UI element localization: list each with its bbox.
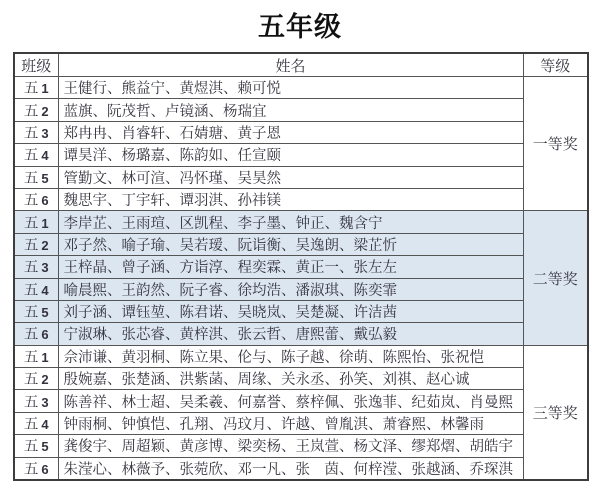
class-grade-label: 五 (23, 215, 39, 232)
names-cell: 刘子涵、谭钰堃、陈君诺、吴晓岚、吴楚凝、许洁茜 (58, 300, 523, 322)
names-cell: 管勤文、林可渲、冯怀瑾、吴昊然 (58, 166, 523, 188)
class-number: 3 (41, 260, 49, 276)
class-cell (14, 345, 58, 367)
page-title: 五年级 (258, 12, 342, 42)
class-grade-label: 五 (23, 372, 39, 389)
class-number: 1 (41, 81, 49, 97)
class-cell (14, 300, 58, 322)
award-cell: 一等奖 (523, 77, 588, 211)
class-grade-label: 五 (23, 81, 39, 98)
class-cell (14, 278, 58, 300)
names-cell: 朱滢心、林薇予、张菀欣、邓一凡、张 茵、何梓滢、张越涵、乔琛淇 (58, 457, 523, 480)
table-row (14, 457, 588, 480)
class-grade-label: 五 (23, 237, 39, 254)
header-class: 班级 (14, 53, 58, 77)
table-row (14, 211, 588, 233)
class-cell (14, 435, 58, 457)
names-cell: 喻晨熙、王韵然、阮子睿、徐均浩、潘淑琪、陈奕霏 (58, 278, 523, 300)
header-row (14, 53, 588, 77)
class-cell (14, 166, 58, 188)
table-row (14, 435, 588, 457)
names-cell: 陈善祥、林士超、吴柔羲、何嘉誉、蔡梓佩、张逸菲、纪茹岚、肖曼熙 (58, 390, 523, 412)
table-row (14, 144, 588, 166)
names-cell: 钟雨桐、钟慎恺、孔翔、冯玟月、许越、曾胤淇、萧睿熙、林馨雨 (58, 412, 523, 434)
class-grade-label: 五 (23, 148, 39, 165)
class-number: 2 (41, 103, 49, 119)
class-cell (14, 390, 58, 412)
class-number: 1 (41, 215, 49, 231)
class-number: 4 (41, 282, 49, 298)
class-cell (14, 323, 58, 345)
names-cell: 宁淑琳、张芯睿、黄梓淇、张云哲、唐熙蕾、戴弘毅 (58, 323, 523, 345)
names-cell: 王健行、熊益宁、黄煜淇、赖可悦 (58, 77, 523, 99)
class-grade-label: 五 (23, 282, 39, 299)
class-grade-label: 五 (23, 305, 39, 322)
class-cell (14, 233, 58, 255)
class-cell (14, 256, 58, 278)
class-cell (14, 368, 58, 390)
header-award: 等级 (523, 53, 588, 77)
class-number: 6 (41, 193, 49, 209)
class-number: 2 (41, 372, 49, 388)
class-grade-label: 五 (23, 327, 39, 344)
table-row (14, 99, 588, 121)
award-cell: 二等奖 (523, 211, 588, 345)
table-row (14, 77, 588, 99)
class-grade-label: 五 (23, 193, 39, 210)
names-cell: 郑冉冉、肖睿轩、石婧瑭、黄子恩 (58, 121, 523, 143)
class-number: 1 (41, 349, 49, 365)
names-cell: 龚俊宇、周超颖、黄彦博、梁奕杨、王岚萱、杨文泽、缪郑熠、胡皓宇 (58, 435, 523, 457)
table-row (14, 412, 588, 434)
names-cell: 王梓晶、曾子涵、方诣淳、程奕霖、黄正一、张左左 (58, 256, 523, 278)
class-number: 3 (41, 394, 49, 410)
class-cell (14, 77, 58, 99)
names-cell: 邓子然、喻子瑜、吴若瑷、阮诣衡、吴逸朗、梁芷忻 (58, 233, 523, 255)
class-cell (14, 457, 58, 480)
table-row (14, 323, 588, 345)
class-grade-label: 五 (23, 439, 39, 456)
header-names: 姓名 (58, 53, 523, 77)
class-cell (14, 188, 58, 210)
table-row (14, 188, 588, 210)
class-number: 4 (41, 417, 49, 433)
table-row (14, 390, 588, 412)
class-cell (14, 99, 58, 121)
class-number: 6 (41, 461, 49, 477)
class-cell (14, 121, 58, 143)
table-row (14, 300, 588, 322)
table-row (14, 233, 588, 255)
table-body (14, 77, 588, 481)
names-cell: 殷婉嘉、张楚涵、洪紫菡、周缘、关永丞、孙笑、刘祺、赵心诚 (58, 368, 523, 390)
class-cell (14, 412, 58, 434)
names-cell: 谭昊洋、杨璐嘉、陈韵如、任宣颐 (58, 144, 523, 166)
table-row (14, 256, 588, 278)
class-grade-label: 五 (23, 349, 39, 366)
class-number: 6 (41, 327, 49, 343)
table-row (14, 166, 588, 188)
award-cell: 三等奖 (523, 345, 588, 480)
table-row (14, 345, 588, 367)
class-grade-label: 五 (23, 394, 39, 411)
class-cell (14, 211, 58, 233)
names-cell: 佘沛谦、黄羽桐、陈立果、伦与、陈子越、徐萌、陈熙怡、张祝恺 (58, 345, 523, 367)
class-number: 3 (41, 125, 49, 141)
table-row (14, 368, 588, 390)
class-grade-label: 五 (23, 170, 39, 187)
class-grade-label: 五 (23, 461, 39, 478)
table-row (14, 121, 588, 143)
class-number: 5 (41, 439, 49, 455)
table-row (14, 278, 588, 300)
class-number: 4 (41, 148, 49, 164)
class-number: 5 (41, 305, 49, 321)
names-cell: 魏思宇、丁宇轩、谭羽淇、孙祎镁 (58, 188, 523, 210)
names-cell: 蓝旗、阮茂哲、卢镜涵、杨瑞宜 (58, 99, 523, 121)
award-table (13, 52, 589, 481)
class-grade-label: 五 (23, 260, 39, 277)
class-grade-label: 五 (23, 125, 39, 142)
class-grade-label: 五 (23, 417, 39, 434)
class-number: 5 (41, 170, 49, 186)
class-grade-label: 五 (23, 103, 39, 120)
class-cell (14, 144, 58, 166)
names-cell: 李岸芷、王雨瑄、区凯程、李子墨、钟正、魏含宁 (58, 211, 523, 233)
class-number: 2 (41, 237, 49, 253)
